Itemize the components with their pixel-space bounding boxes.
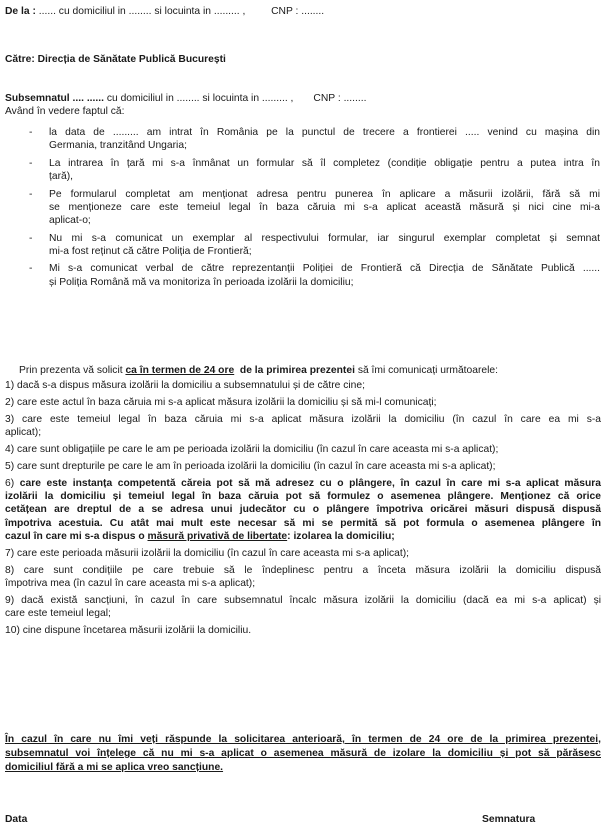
- final-note-line: În cazul în care nu îmi veți răspunde la solicitarea anterioară, în termen de 24 ore de la primirea prezentei,: [5, 734, 601, 745]
- request-item: [5, 413, 601, 440]
- dash-marker: -: [29, 232, 33, 244]
- request-item-line: 7) care este perioada măsurii izolării la domiciliu (în cazul în care aceasta mi s-a aplicat);: [5, 547, 410, 559]
- date-label: Data: [5, 814, 28, 825]
- item-number: 6): [5, 477, 20, 489]
- recipient-line: Către: Direcția de Sănătate Publică București: [5, 54, 226, 65]
- sender-line: [5, 5, 324, 18]
- from-text: ...... cu domiciliul in ........ si locuinta in ......... , CNP : ........: [35, 6, 325, 17]
- fact-line: Germania, tranzitând Ungaria;: [49, 140, 187, 152]
- dash-marker: -: [29, 127, 33, 138]
- final-note-line: subsemnatul voi înțelege că nu mi s-a aplicat o asemenea măsură de izolare la domiciliu și pot să părăsesc: [5, 747, 601, 759]
- fact-line: aplicat-o;: [49, 215, 91, 227]
- fact-line: La intrarea în țară mi s-a înmânat un formular să îl completez (condiție obligație pentru a putea intra în: [49, 157, 600, 169]
- custodial-measure-text: măsură privativă de libertate: [147, 531, 288, 543]
- request-item-line: împotriva acestuia. Cu atât mai mult este necesar să mi se permită să pot formula o asemenea plângere în: [5, 517, 601, 529]
- request-item-line: cetățean are dreptul de a se adresa unui judecător cu o plângere împotriva oricărei măsuri dispusă dispusă: [5, 504, 601, 516]
- dash-marker: -: [29, 263, 33, 275]
- dash-marker: -: [29, 157, 33, 169]
- fact-line: țară),: [49, 171, 74, 183]
- fact-line: mi-a fost reținut că către Poliția de Frontieră;: [49, 246, 252, 257]
- deadline-text: ca în termen de 24 ore: [125, 365, 235, 376]
- fact-line: și Poliția Română mă va monitoriza în perioada izolării la domiciliu;: [49, 276, 354, 288]
- request-item-line: 5) care sunt drepturile pe care le am în perioada izolării la domiciliu (în cazul în care aceasta mi s-a aplicat);: [5, 460, 496, 472]
- request-item-line: 10) cine dispune încetarea măsurii izolării la domiciliu.: [5, 624, 252, 636]
- request-item: [5, 379, 601, 392]
- request-item-line: 9) dacă există sancțiuni, în cazul în care subsemnatul încalc măsura izolării la domiciliu (dacă ea mi s-a aplicat) și: [5, 594, 601, 606]
- request-item-line: împotriva mea (în cazul în care aceasta mi s-a aplicat);: [5, 577, 256, 589]
- fact-item: [5, 262, 600, 289]
- request-item-court: [5, 477, 601, 544]
- request-item: [5, 564, 601, 591]
- request-item-line: 8) care sunt condițiile pe care trebuie să le îndeplinesc pentru a înceta măsura izolării la domiciliu dispusă: [5, 564, 601, 576]
- request-item-line: 2) care este actul în baza căruia mi s-a aplicat măsura izolării la domiciliu și să mi-l comunicați;: [5, 397, 437, 409]
- request-item-line: 1) dacă s-a dispus măsura izolării la domiciliu a subsemnatului și de către cine;: [5, 380, 365, 392]
- fact-line: se menționeze care este temeiul legal în baza căruia mi s-a aplicat această măsură și nici cine mi-a: [49, 201, 600, 213]
- subscriber-text: cu domiciliul in ........ si locuinta in ......... , CNP : ........: [103, 93, 367, 104]
- item-text: care este instanța competentă căreia pot să mă adresez cu o plângere, în cazul în care mi s-a aplicat măsura: [19, 477, 601, 489]
- item-text: cazul în care mi s-a dispus o: [5, 531, 148, 543]
- fact-item: [5, 232, 600, 259]
- fact-line: Mi s-a comunicat verbal de către reprezentanții Poliției de Frontieră că Direcția de Sănătate Publică ......: [49, 263, 600, 275]
- request-intro: [5, 364, 601, 377]
- request-intro-text: Prin prezenta vă solicit: [19, 365, 126, 376]
- dash-marker: -: [29, 188, 33, 200]
- deadline-from-text: de la primirea prezentei: [234, 365, 355, 376]
- subscriber-label: Subsemnatul .... ......: [5, 93, 104, 104]
- subscriber-line: [5, 92, 366, 105]
- fact-line: la data de ......... am intrat în România pe la punctul de trecere a frontierei ..... venind cu mașina din: [49, 127, 600, 138]
- fact-line: Pe formularul completat am menționat adresa pentru punerea în aplicare a măsurii izolării, fără să mi: [49, 188, 600, 200]
- request-item-line: aplicat);: [5, 427, 42, 439]
- final-note: [5, 733, 601, 775]
- request-intro-end: să îmi comunicați următoarele:: [354, 365, 499, 376]
- from-label: De la :: [5, 6, 36, 17]
- final-note-line: domiciliul fără a mi se aplica vreo sancțiune.: [5, 761, 224, 773]
- request-item: [5, 594, 601, 621]
- fact-item: [5, 157, 600, 184]
- fact-item: [5, 126, 600, 153]
- item-text: : izolarea la domiciliu;: [287, 531, 395, 543]
- fact-item: [5, 188, 600, 228]
- request-item-line: [5, 530, 601, 543]
- request-item-line: [5, 477, 601, 490]
- request-section: [5, 364, 601, 641]
- fact-line: Nu mi s-a comunicat un exemplar al respectivului formular, iar singurul exemplar completat și semnat: [49, 232, 600, 244]
- request-item-line: 3) care este temeiul legal în baza căruia mi s-a aplicat măsura izolării la domiciliu (în cazul în care ea mi s-a: [5, 413, 601, 425]
- facts-list: [5, 126, 600, 293]
- request-item-line: 4) care sunt obligațiile pe care le am pe perioada izolării la domiciliu (în cazul în care aceasta mi s-a aplicat);: [5, 444, 499, 456]
- request-item: [5, 460, 601, 473]
- request-item-line: izolării la domiciliu și temeiul legal în baza căruia pot să formulez o asemenea plângere. Menționez că orice: [5, 490, 601, 502]
- request-item: [5, 624, 601, 637]
- signature-label: Semnatura: [482, 814, 536, 825]
- request-item-line: care este temeiul legal;: [5, 608, 111, 620]
- request-item: [5, 396, 601, 409]
- request-item: [5, 547, 601, 560]
- considering-line: Având în vedere faptul că:: [5, 106, 125, 117]
- request-item: [5, 443, 601, 456]
